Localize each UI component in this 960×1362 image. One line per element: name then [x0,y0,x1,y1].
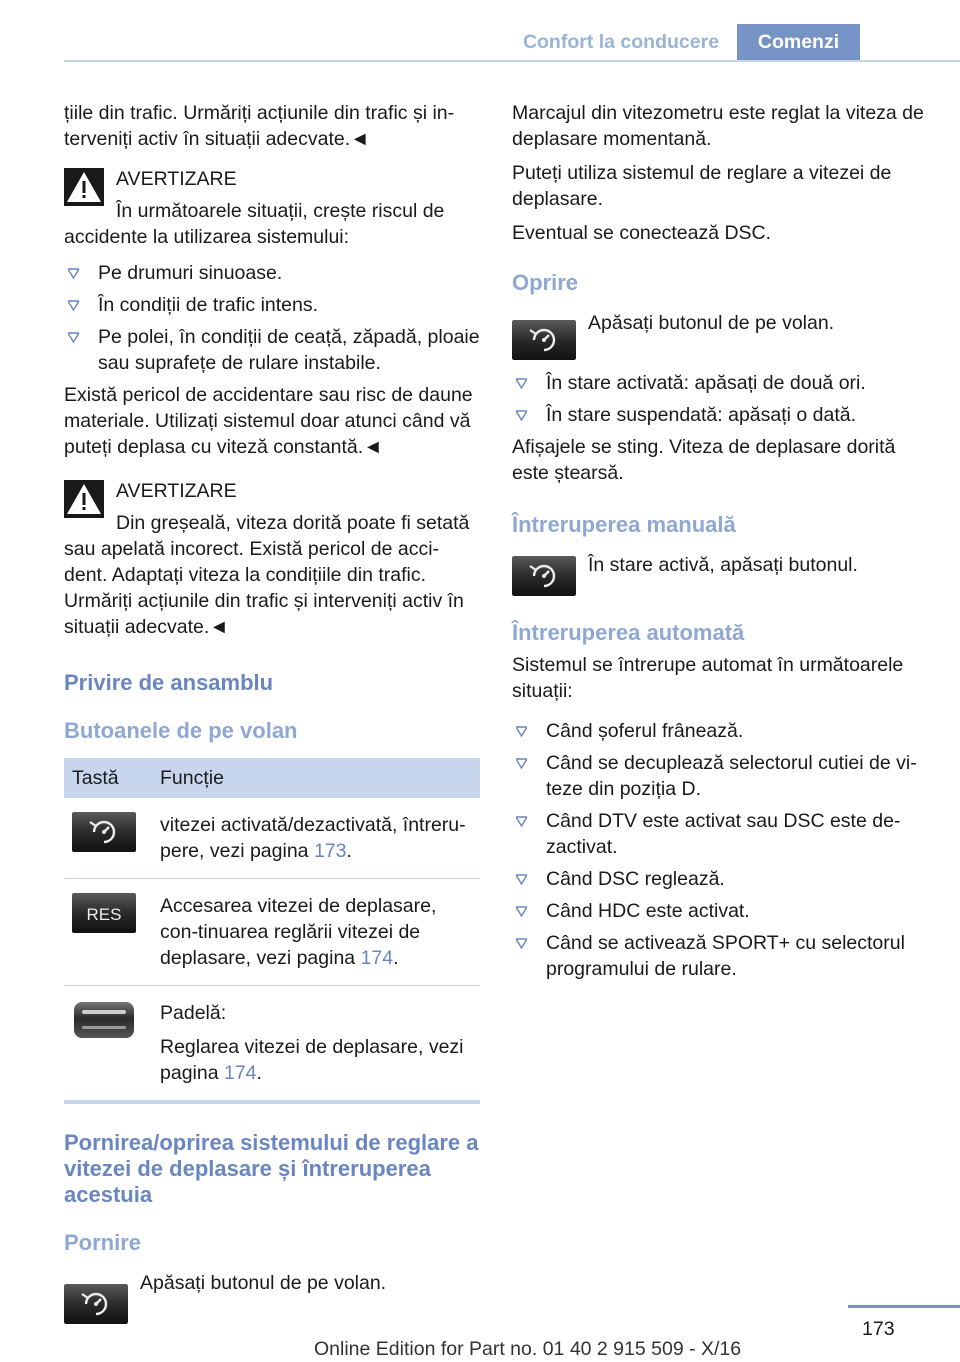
page-link[interactable]: 174 [360,947,394,969]
triangle-bullet-icon [516,938,527,949]
triangle-bullet-icon [68,268,79,279]
triangle-bullet-icon [516,874,527,885]
risk-paragraph: Există pericol de accidentare sau risc de daune materiale. Utilizați sistemul doar atunci când vă puteți deplasa cu viteză constantă.◄ [64,384,473,458]
warning-box-2 [64,478,480,640]
paragraph: Puteți utiliza sistemul de reglare a vitezei de deplasare. [512,162,892,210]
warning-title: AVERTIZARE [116,480,237,502]
heading-start: Pornire [64,1230,142,1255]
paragraph: Afișajele se sting. Viteza de deplasare dorită este ștearsă. [512,436,896,484]
risk-list [64,260,480,376]
list-item: Când se decuplează selectorul cutiei de vi-teze din poziția D. [512,750,928,802]
triangle-bullet-icon [516,378,527,389]
heading-manual-interrupt: Întreruperea manuală [512,512,736,537]
table-row: vitezei activată/dezactivată, întreru-pere, vezi pagina 173. [64,798,480,879]
list-item: Pe polei, în condiții de ceață, zăpadă, ploaie sau suprafețe de rulare instabile. [64,324,480,376]
list-item: Când DTV este activat sau DSC este de-zactivat. [512,808,928,860]
paddle-icon [72,1000,136,1040]
triangle-bullet-icon [516,816,527,827]
triangle-bullet-icon [516,726,527,737]
list-item: Când DSC reglează. [512,866,928,892]
intro-paragraph: țiile din trafic. Urmăriți acțiunile din trafic și in-terveniți activ în situații adecvate.◄ [64,102,455,150]
heading-start-stop: Pornirea/oprirea sistemului de reglare a vitezei de deplasare și întreruperea acestuia [64,1130,479,1207]
page-link[interactable]: 174 [223,1062,257,1084]
triangle-bullet-icon [68,332,79,343]
res-button-icon: RES [72,893,136,933]
stop-instruction: Apăsați butonul de pe volan. [512,310,928,360]
table-header-function: Funcție [152,758,480,798]
footer-rule [848,1305,960,1308]
list-item: În stare activată: apăsați de două ori. [512,370,928,396]
table-end-rule [64,1100,480,1104]
triangle-bullet-icon [516,758,527,769]
start-instruction: Apăsați butonul de pe volan. [64,1270,480,1324]
edition-footer: Online Edition for Part no. 01 40 2 915 509 - X/16 [314,1338,742,1360]
right-column [512,100,928,988]
list-item: În stare suspendată: apăsați o dată. [512,402,928,428]
list-item: Când se activează SPORT+ cu selectorul programului de rulare. [512,930,928,982]
triangle-bullet-icon [516,906,527,917]
header-section-tab: Confort la conducere [505,24,737,61]
list-item: Când HDC este activat. [512,898,928,924]
paragraph: Sistemul se întrerupe automat în următoarele situații: [512,654,904,702]
table-header-key: Tastă [64,758,152,798]
cruise-control-button-icon [512,556,576,596]
controls-table [64,758,480,1100]
warning-title: AVERTIZARE [116,168,237,190]
stop-list [512,370,928,428]
manual-instruction: În stare activă, apăsați butonul. [512,552,928,596]
table-row: RES Accesarea vitezei de deplasare, con-tinuarea reglării vitezei de deplasare, vezi pagina 174. [64,879,480,986]
warning-icon [64,480,104,518]
warning-box-1 [64,166,480,250]
left-column [64,100,480,1334]
header-rule [64,60,960,62]
triangle-bullet-icon [68,300,79,311]
warning-icon [64,168,104,206]
warning-body: În următoarele situații, crește riscul de accidente la utilizarea sistemului: [64,200,445,248]
cruise-control-button-icon [72,812,136,852]
heading-overview: Privire de ansamblu [64,670,274,695]
heading-auto-interrupt: Întreruperea automată [512,620,745,645]
list-item: În condiții de trafic intens. [64,292,480,318]
paragraph: Marcajul din vitezometru este reglat la viteza de deplasare momentană. [512,102,924,150]
table-row: Padelă: Reglarea vitezei de deplasare, vezi pagina 174. [64,986,480,1101]
page-number: 173 [862,1318,895,1340]
header-active-tab: Comenzi [737,24,860,61]
heading-buttons: Butoanele de pe volan [64,718,298,743]
heading-stop: Oprire [512,270,579,295]
cruise-control-button-icon [64,1284,128,1324]
paragraph: Eventual se conectează DSC. [512,222,772,244]
triangle-bullet-icon [516,410,527,421]
list-item: Pe drumuri sinuoase. [64,260,480,286]
list-item: Când șoferul frânează. [512,718,928,744]
warning-body: Din greșeală, viteza dorită poate fi setată sau apelată incorect. Există pericol de acci-dent. Adaptați viteza la condițiile din trafic. Urmăriți acțiunile din trafic și interveniți activ în situații adecvate.◄ [64,512,470,638]
auto-list [512,718,928,982]
page-link[interactable]: 173 [313,840,347,862]
cruise-control-button-icon [512,320,576,360]
